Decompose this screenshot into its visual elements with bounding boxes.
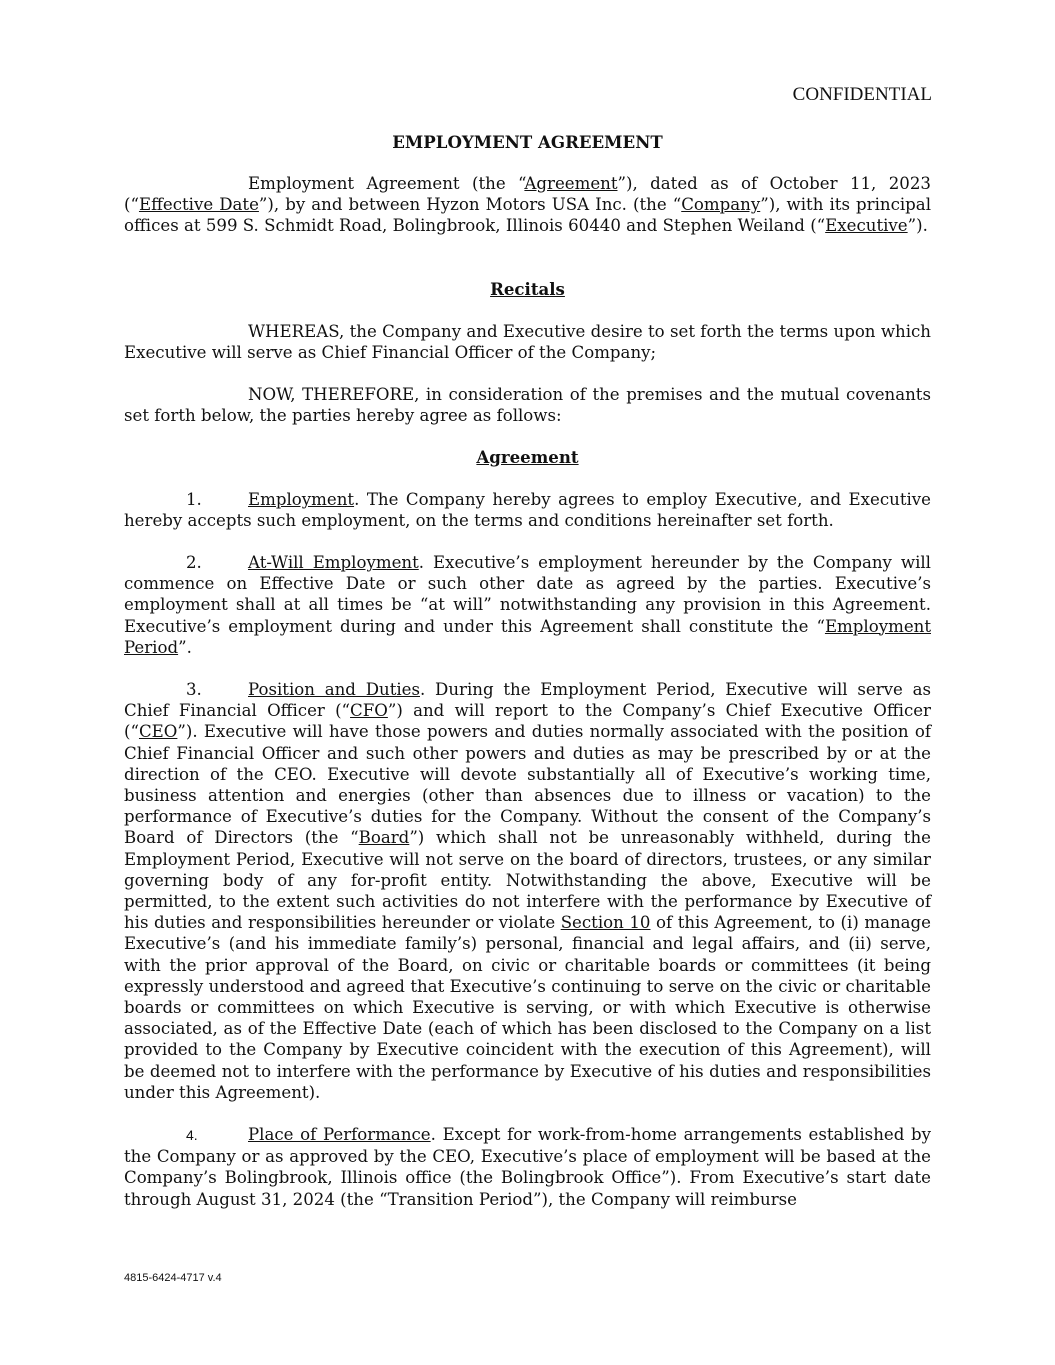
section-4-place-of-performance: 4. Place of Performance. Except for work-from-home arrangements established by the Company or as approved by the CEO, Executive’s place of employment will be based at the Company’s Bolingbrook, Illinois office (the Bolingbrook Office”). From Executive’s start date through August 31, 2024 (the “Transition Period”), the Company will reimburse [124,1125,931,1209]
section-1-employment: 1. Employment. The Company hereby agrees to employ Executive, and Executive hereby accepts such employment, on the terms and conditions hereinafter set forth. [124,490,931,531]
section-1-title: Employment [248,490,355,509]
defined-term-executive: Executive [825,216,908,236]
now-therefore-paragraph: NOW, THEREFORE, in consideration of the premises and the mutual covenants set forth below, the parties hereby agree as follows: [124,385,931,426]
section-2-at-will: 2. At-Will Employment. Executive’s employment hereunder by the Company will commence on Effective Date or such other date as agreed by the parties. Executive’s employment shall at all times be “at will” notwithstanding any provision in this Agreement. Executive’s employment during and under this Agreement shall constitute the “Employment Period”. [124,553,931,657]
defined-term-board: Board [358,828,410,848]
section-10-reference: Section 10 [560,913,651,933]
section-3-title: Position and Duties [248,680,420,699]
recitals-heading: Recitals [490,279,565,299]
whereas-paragraph: WHEREAS, the Company and Executive desire to set forth the terms upon which Executive will serve as Chief Financial Officer of the Company; [124,322,931,363]
defined-term-cfo: CFO [350,701,388,721]
confidential-label: CONFIDENTIAL [792,84,932,105]
defined-term-employment-period: Employment Period [124,616,931,657]
section-3-position-duties: 3. Position and Duties. During the Employment Period, Executive will serve as Chief Financial Officer (“CFO”) and will report to the Company’s Chief Executive Officer (“CEO”). Executive will have those powers and duties normally associated with the position of Chief Financial Officer and such other powers and duties as may be prescribed by or at the direction of the CEO. Executive will devote substantially all of Executive’s working time, business attention and energies (other than absences due to illness or vacation) to the performance of Executive’s duties for the Company. Without the consent of the Company’s Board of Directors (the “Board”) which shall not be unreasonably withheld, during the Employment Period, Executive will not serve on the board of directors, trustees, or any similar governing body of any for-profit entity. Notwithstanding the above, Executive will be permitted, to the extent such activities do not interfere with the performance by Executive of his duties and responsibilities hereunder or violate Section 10 of this Agreement, to (i) manage Executive’s (and his immediate family’s) personal, financial and legal affairs, and (ii) serve, with the prior approval of the Board, on civic or charitable boards or committees (it being expressly understood and agreed that Executive’s continuing to serve on the civic or charitable boards or committees on which Executive is serving, or with which Executive is otherwise associated, as of the Effective Date (each of which has been disclosed to the Company on a list provided to the Company by Executive coincident with the execution of this Agreement), will be deemed not to interfere with the performance by Executive of his duties and responsibilities under this Agreement). [124,680,931,1102]
document-id-footer: 4815-6424-4717 v.4 [124,1272,222,1284]
section-4-title: Place of Performance [248,1125,431,1144]
agreement-heading: Agreement [476,447,579,467]
defined-term-ceo: CEO [138,722,178,742]
defined-term-company: Company [681,195,761,215]
defined-term-agreement: Agreement [524,174,618,193]
intro-paragraph: Employment Agreement (the “Agreement”), dated as of October 11, 2023 (“Effective Date”), by and between Hyzon Motors USA Inc. (the “Company”), with its principal offices at 599 S. Schmidt Road, Bolingbrook, Illinois 60440 and Stephen Weiland (“Executive”). [124,174,931,236]
document-title: EMPLOYMENT AGREEMENT [392,132,663,152]
defined-term-effective-date: Effective Date [138,195,259,215]
section-2-title: At-Will Employment [248,553,419,572]
